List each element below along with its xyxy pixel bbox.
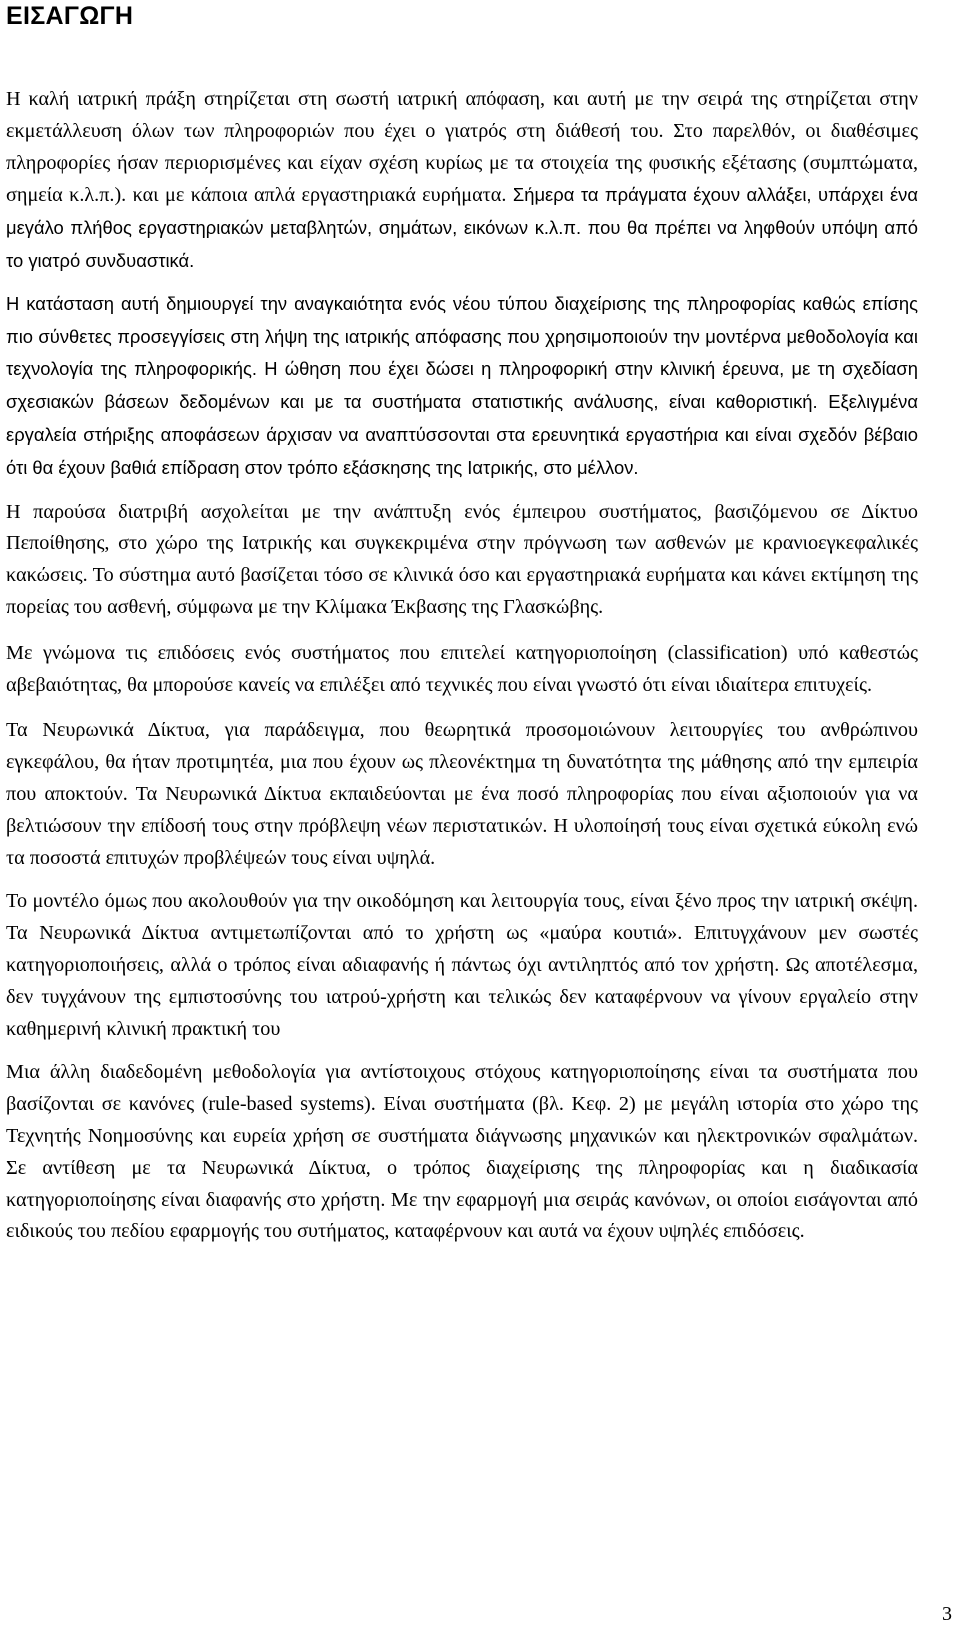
paragraph-black-box: Το μοντέλο όμως που ακολουθούν για την οικοδόμηση και λειτουργία τους, είναι ξένο προς την ιατρική σκέψη. Τα Νευρωνικά Δίκτυα αντιμετωπίζονται από το χρήστη ως «μαύρα κουτιά». Επιτυγχάνουν μεν σωστές κατηγοριοποιήσεις, αλλά ο τρόπος είναι αδιαφανής ή πάντως όχι αντιληπτός από τον χρήστη. Ως αποτέλεσμα, δεν τυγχάνουν της εμπιστοσύνης του ιατρού-χρήστη και τελικώς δεν καταφέρνουν να γίνουν εργαλείο στην καθημερινή κλινική πρακτική του (6, 890, 918, 1040)
section-heading: ΕΙΣΑΓΩΓΗ (6, 2, 134, 30)
paragraph-state-sentence-2: Η ώθηση που έχει δώσει η πληροφορική στην κλινική έρευνα, με τη σχεδίαση σχεσιακών βάσεων δεδομένων και με τα συστήματα στατιστικής ανάλυσης, είναι καθοριστική. (6, 358, 918, 413)
document-body (6, 84, 918, 1260)
paragraph-intro (6, 84, 918, 278)
paragraph-information-management (6, 288, 918, 485)
paragraph-state-sentence-1: Η κατάσταση αυτή δημιουργεί την αναγκαιότητα ενός νέου τύπου διαχείρισης της πληροφορίας καθώς επίσης πιο σύνθετες προσεγγίσεις στη λήψη της ιατρικής απόφασης που χρησιμοποιούν την μοντέρνα μεθοδολογία και τεχνολογία της πληροφορικής. (6, 292, 918, 380)
paragraph-intro-sentence-1: Η καλή ιατρική πράξη στηρίζεται στη σωστή ιατρική απόφαση, και αυτή με την σειρά της στηρίζεται στην εκμετάλλευση όλων των πληροφοριών που έχει ο γιατρός στη διάθεσή του. Στο παρελθόν, οι διαθέσιμες πληροφορίες ήσαν περιορισμένες και είχαν σχέση κυρίως με τα στοιχεία της φυσικής εξέτασης (συμπτώματα, σημεία κ.λ.π.). και με κάποια απλά εργαστηριακά ευρήματα. (6, 88, 918, 207)
page-number: 3 (942, 1603, 952, 1625)
paragraph-thesis: Η παρούσα διατριβή ασχολείται με την ανάπτυξη ενός έμπειρου συστήματος, βασιζόμενου σε Δίκτυο Πεποίθησης, στο χώρο της Ιατρικής και συγκεκριμένα στην πρόγνωση των ασθενών με κρανιοεγκεφαλικές κακώσεις. Το σύστημα αυτό βασίζεται τόσο σε κλινικά όσο και εργαστηριακά ευρήματα και κάνει εκτίμηση της πορείας του ασθενή, σύμφωνα με την Κλίμακα Έκβασης της Γλασκώβης. (6, 500, 918, 618)
paragraph-classification: Με γνώμονα τις επιδόσεις ενός συστήματος που επιτελεί κατηγοριοποίηση (classification) υπό καθεστώς αβεβαιότητας, θα μπορούσε κανείς να επιλέξει από τεχνικές που είναι γνωστό ότι είναι ιδιαίτερα επιτυχείς. (6, 641, 918, 696)
paragraph-intro-sentence-2: Σήμερα τα πράγματα έχουν αλλάξει, υπάρχει ένα μεγάλο πλήθος εργαστηριακών μεταβλητών, σημάτων, εικόνων κ.λ.π. που θα πρέπει να ληφθούν υπόψη από το γιατρό συνδυαστικά. (6, 184, 918, 271)
paragraph-rule-based: Μια άλλη διαδεδομένη μεθοδολογία για αντίστοιχους στόχους κατηγοριοποίησης είναι τα συστήματα που βασίζονται σε κανόνες (rule-based systems). Είναι συστήματα (βλ. Κεφ. 2) με μεγάλη ιστορία στο χώρο της Τεχνητής Νοημοσύνης και ευρεία χρήση σε συστήματα διάγνωσης μηχανικών και ηλεκτρονικών σφαλμάτων. Σε αντίθεση με τα Νευρωνικά Δίκτυα, ο τρόπος διαχείρισης της πληροφορίας και η διαδικασία κατηγοριοποίησης είναι διαφανής στο χρήστη. Με την εφαρμογή μια σειράς κανόνων, οι οποίοι εισάγονται από ειδικούς του πεδίου εφαρμογής του συτήματος, καταφέρνουν και αυτά να έχουν υψηλές επιδόσεις. (6, 1061, 918, 1243)
paragraph-neural-networks: Τα Νευρωνικά Δίκτυα, για παράδειγμα, που θεωρητικά προσομοιώνουν λειτουργίες του ανθρώπινου εγκεφάλου, θα ήταν προτιμητέα, μια που έχουν ως πλεονέκτημα τη δυνατότητα της μάθησης από την εμπειρία που αποκτούν. Τα Νευρωνικά Δίκτυα εκπαιδεύονται με ένα ποσό πληροφορίας που είναι αξιοποιούν για να βελτιώσουν την επίδοσή τους στην πρόβλεψη νέων περιστατικών. Η υλοποίησή τους είναι σχετικά εύκολη ενώ τα ποσοστά επιτυχών προβλέψεών τους είναι υψηλά. (6, 719, 918, 869)
paragraph-state-sentence-3: Εξελιγμένα εργαλεία στήριξης αποφάσεων άρχισαν να αναπτύσσονται στα ερευνητικά εργαστήρια και είναι σχεδόν βέβαιο ότι θα έχουν βαθιά επίδραση στον τρόπο εξάσκησης της Ιατρικής, στο μέλλον. (6, 391, 918, 478)
